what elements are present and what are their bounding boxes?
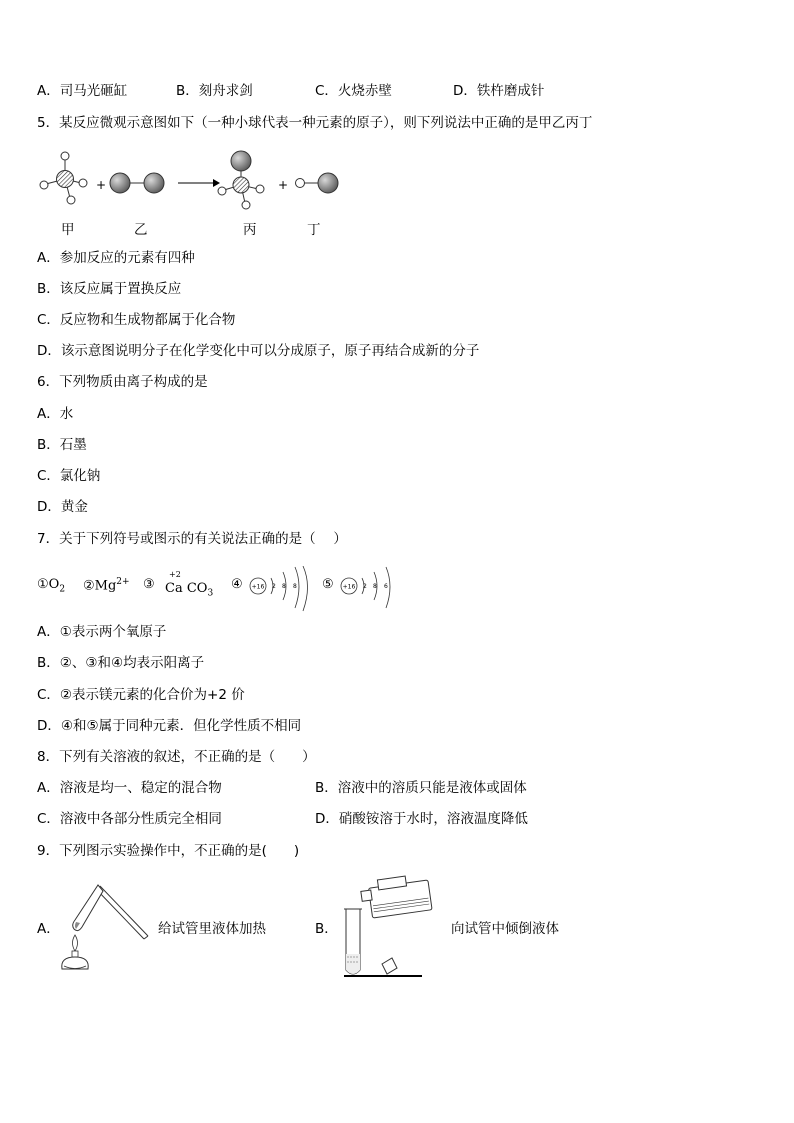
label-ding: 丁 (307, 222, 321, 238)
q7-option-b: B．②、③和④均表示阳离子 (37, 655, 205, 671)
label-yi: 乙 (134, 222, 148, 238)
q5-stem: 5．某反应微观示意图如下（一种小球代表一种元素的原子），则下列说法中正确的是甲乙丙丁 (37, 115, 593, 131)
q7-option-d: D．④和⑤属于同种元素．但化学性质不相同 (37, 718, 302, 734)
q5-option-a: A．参加反应的元素有四种 (37, 250, 195, 266)
svg-text:2: 2 (363, 583, 367, 590)
reaction-arrow (178, 179, 220, 187)
q8-option-d: D．硝酸铵溶于水时，溶液温度降低 (315, 811, 528, 827)
q7-option-a: A．①表示两个氧原子 (37, 624, 167, 640)
q5-option-b: B．该反应属于置换反应 (37, 281, 182, 297)
q9-option-a-label: A． (37, 921, 60, 937)
molecule-jia (40, 152, 87, 204)
q4-option-c: C．火烧赤壁 (315, 83, 392, 99)
symbol-5-num: ⑤ (322, 577, 334, 592)
atom-structure-4 (249, 566, 319, 612)
q9-option-b-label: B． (315, 921, 338, 937)
q9-option-b-text: 向试管中倾倒液体 (451, 921, 559, 937)
symbol-4-num: ④ (231, 577, 243, 592)
q6-option-d: D．黄金 (37, 499, 88, 515)
svg-text:8: 8 (282, 583, 286, 590)
q7-stem: 7．关于下列符号或图示的有关说法正确的是（ ） (37, 531, 347, 547)
symbol-3-num: ③ (143, 577, 155, 592)
q6-option-b: B．石墨 (37, 437, 87, 453)
q9-option-a-text: 给试管里液体加热 (158, 921, 266, 937)
q7-symbol-row (37, 564, 417, 614)
molecule-yi (110, 173, 164, 193)
q8-option-b: B．溶液中的溶质只能是液体或固体 (315, 780, 527, 796)
q9-stem: 9．下列图示实验操作中，不正确的是( ) (37, 843, 300, 859)
plus-sign-2: + (278, 178, 289, 192)
svg-text:2: 2 (272, 583, 276, 590)
label-jia: 甲 (61, 222, 75, 238)
q5-reaction-diagram (30, 145, 370, 215)
symbol-caco3: Ca $CO_3$ (165, 581, 214, 599)
q6-option-c: C．氯化钠 (37, 468, 101, 484)
label-bing: 丙 (243, 222, 257, 238)
svg-text:8: 8 (373, 583, 377, 590)
q5-option-c: C．反应物和生成物都属于化合物 (37, 312, 236, 328)
svg-text:+16: +16 (342, 583, 356, 591)
molecule-ding (296, 173, 339, 193)
symbol-mg-ion: $②Mg^{2+}$ (83, 577, 130, 594)
q5-option-d: D．该示意图说明分子在化学变化中可以分成原子，原子再结合成新的分子 (37, 343, 480, 359)
plus-sign-1: + (96, 178, 107, 192)
svg-text:6: 6 (384, 583, 388, 590)
test-tube-heating-illustration (60, 883, 155, 978)
q6-stem: 6．下列物质由离子构成的是 (37, 374, 208, 390)
symbol-valence: +2 (169, 570, 181, 579)
q4-option-d: D．铁杵磨成针 (453, 83, 545, 99)
q6-option-a: A．水 (37, 406, 74, 422)
symbol-o2: $①O_2$ (37, 577, 66, 595)
q8-stem: 8．下列有关溶液的叙述，不正确的是（ ） (37, 749, 316, 765)
pouring-liquid-illustration (340, 872, 440, 982)
atom-structure-5 (340, 566, 402, 612)
q4-option-b: B．刻舟求剑 (176, 83, 253, 99)
molecule-bing (218, 151, 264, 209)
q8-option-a: A．溶液是均一、稳定的混合物 (37, 780, 222, 796)
svg-text:+16: +16 (251, 583, 265, 591)
q7-option-c: C．②表示镁元素的化合价为+2 价 (37, 687, 245, 703)
q4-option-a: A．司马光砸缸 (37, 83, 128, 99)
svg-text:8: 8 (293, 583, 297, 590)
q8-option-c: C．溶液中各部分性质完全相同 (37, 811, 222, 827)
